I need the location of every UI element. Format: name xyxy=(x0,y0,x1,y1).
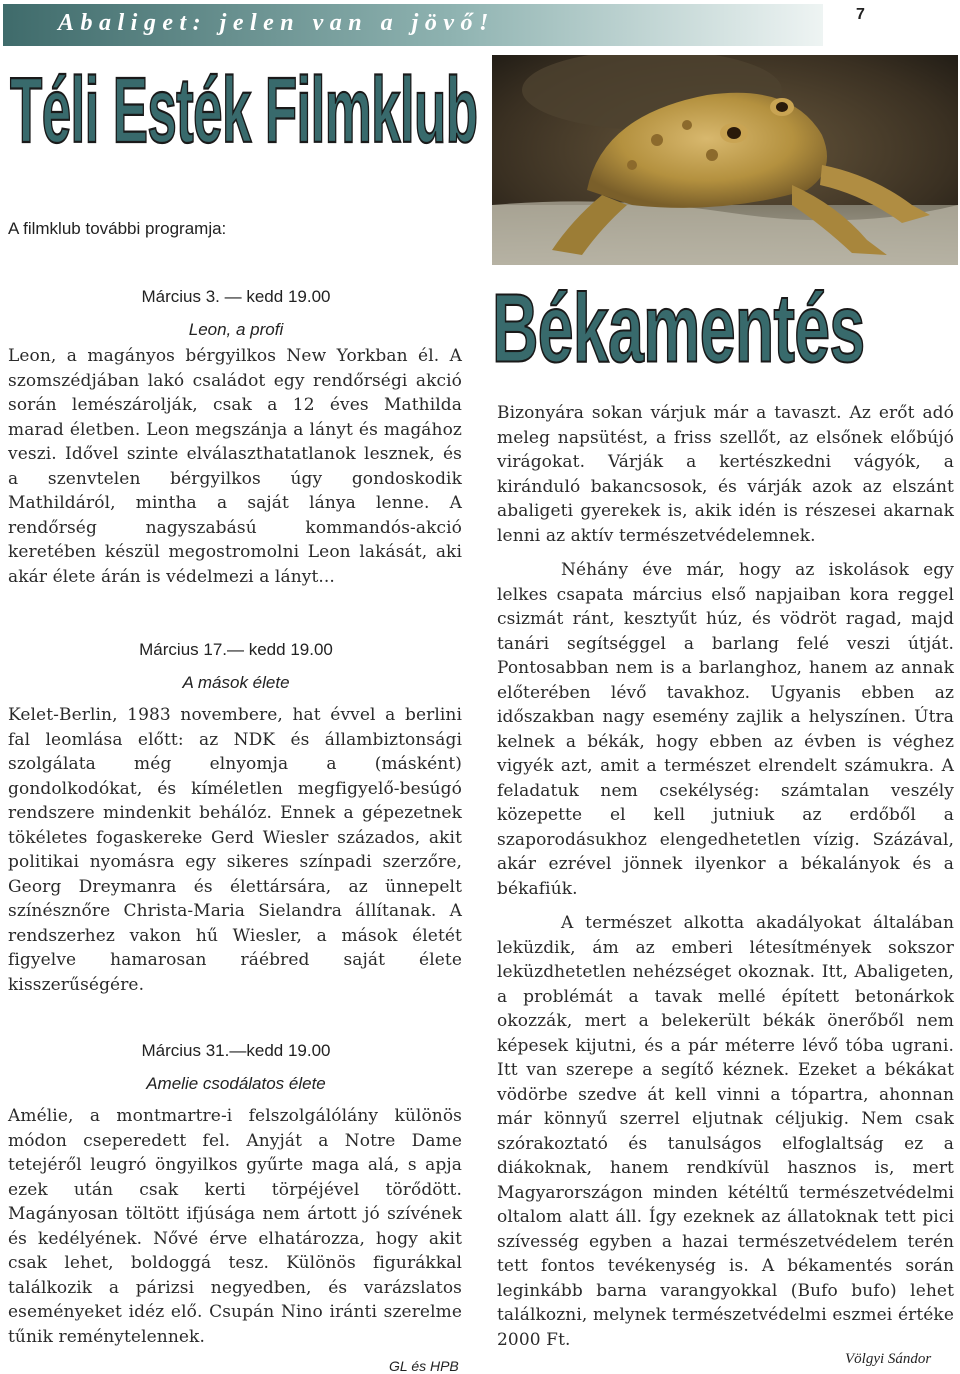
program-title: A mások élete xyxy=(182,673,290,692)
film-club-intro: A filmklub további programja: xyxy=(8,219,227,238)
frog-article-body xyxy=(497,401,954,1352)
article-paragraph: Bizonyára sokan várjuk már a tavaszt. Az erőt adó meleg napsütést, a friss szellőt, az elsőnek előbújó virágokat. Várják a kertészkedni vágyók, a kiránduló bakancsosok, és várják azok az elszánt abaligeti gyerekek is, akik idén is részesei akarnak lenni az aktív természetvédelemnek. xyxy=(497,403,954,546)
header-title: Abaliget: jelen van a jövő! xyxy=(58,10,495,36)
article-paragraph: A természet alkotta akadályokat általában leküzdik, ám az emberi létesítmények sokszor leküzdhetetlen nehézséget okoznak. Itt, Abaligeten, a problémát a tavak mellé épített betonárkok okozzák, mert a belekerült békák önerőből nem képesek kijutni, és a pár méterre lévő tóba ugrani. Itt van szerepe a segítő kéznek. Ezeket a békákat vödörbe szedve át kell vinni a tópartra, ahonnan már könnyű szerrel eljutnak céljukig. Nem csak szórakoztató és tanulságos elfoglaltság ez a diákoknak, hanem rendkívül hasznos is, mert Magyarországon minden kétéltű természetvédelmi oltalom alatt áll. Így ezeknek az állatoknak tett pici szívesség egyben a hazai természetvédelem terén tett fontos tevékenység is. A békamentés során leginkább barna varangyokkal (Bufo bufo) lehet találkozni, melynek természetvédelmi eszmei értéke 2000 Ft. xyxy=(497,913,954,1350)
program-text: Amélie, a montmartre-i felszolgálólány különös módon cseperedett fel. Anyját a Notre Dame tetejéről leugró öngyilkos gyűrte maga alá, s apja ezek után csak kerti törpéjével törődött. Magányosan töltött ifjúsága nem ártott jó szívének és kedélyének. Nővé érve elhatározza, hogy akit csak lehet, boldoggá tesz. Különös figurákkal találkozik a párizsi negyedben, és varázslatos eseményeket idéz elő. Csupán Nino iránti szerelme tűnik reménytelennek. xyxy=(8,1106,462,1347)
film-club-title: Téli Esték Filmklub xyxy=(10,58,478,162)
program-text: Kelet-Berlin, 1983 novembere, hat évvel a berlini fal leomlása előtt: az NDK és állambiztonsági szolgálata még elnyomja a (másként) gondolkodókat, és kíméletlen megfigyelő-besúgó rendszere mindenkit behálóz. Ennek a gépezetnek tökéletes fogaskereke Gerd Wiesler százados, akit politikai nyomásra egy sikeres színpadi szerzőre, Georg Dreymanra és élettársára, az ünnepelt színésznőre Christa-Maria Sielandra állítanak. A rendszerhez vakon hű Wiesler, a mások életét figyelve hamarosan ráébred saját élete kisszerűségére. xyxy=(8,705,462,995)
program-date: Március 31.—kedd 19.00 xyxy=(141,1041,331,1060)
film-club-signature: GL és HPB xyxy=(389,1358,459,1374)
program-title: Leon, a profi xyxy=(188,320,284,339)
program-title: Amelie csodálatos élete xyxy=(146,1074,326,1093)
program-date: Március 3. — kedd 19.00 xyxy=(141,287,331,306)
program-date: Március 17.— kedd 19.00 xyxy=(139,640,333,659)
toad-photo xyxy=(492,55,958,265)
toad-image xyxy=(492,55,958,265)
program-text: Leon, a magányos bérgyilkos New Yorkban él. A szomszédjában lakó családot egy rendőrségi akció során lemészárolják, csak a 12 éves Mathilda marad életben. Leon megszánja a lányt és magához veszi. Idővel szinte elválaszthatatlanok lesznek, és a szenvtelen bérgyilkos úgy gondoskodik Mathildáról, mintha a saját lánya lenne. A rendőrség nagyszabású kommandós-akció keretében készül megostromolni Leon lakását, aki akár élete árán is védelmezi a lányt... xyxy=(8,346,462,587)
article-paragraph: Néhány éve már, hogy az iskolások egy lelkes csapata március első napjaiban kora reggel csizmát ránt, kesztyűt húz, és vödröt ragad, majd tanári segítséggel a barlang felé veszi útját. Pontosabban nem is a barlanghoz, hanem az annak előterében lévő tavakhoz. Ugyanis ebben az időszakban nagy esemény zajlik a helyszínen. Útra kelnek a békák, hogy ebben az évben is véghez vigyék azt, amit a természet elrendelt számukra. A feladatuk nem csekélység: számtalan veszély közepette el kell jutniuk az erdőből a szaporodásukhoz elengedhetetlen vízig. Százával, akár ezrével jönnek ilyenkor a békalányok és a békafiúk. xyxy=(497,560,954,899)
page-number: 7 xyxy=(856,6,865,23)
frog-article-signature: Völgyi Sándor xyxy=(845,1351,932,1367)
frog-article-title: Békamentés xyxy=(492,274,865,383)
